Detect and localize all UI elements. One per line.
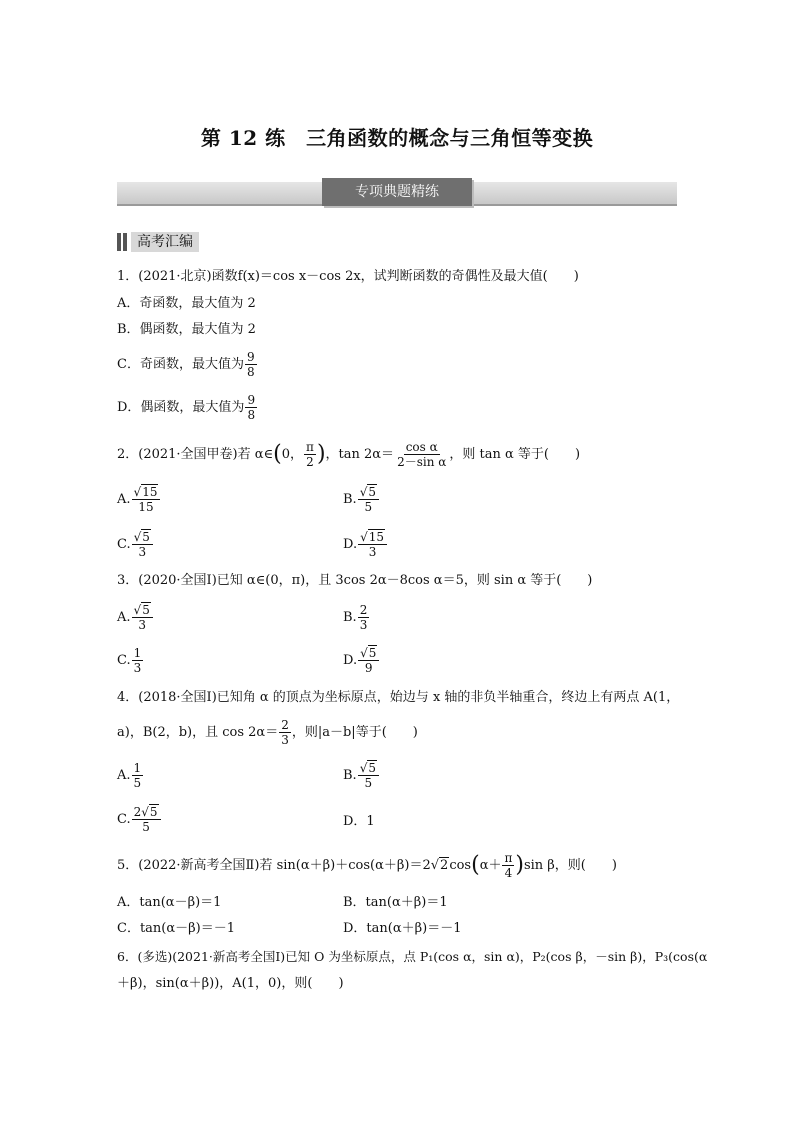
q6-stem-line1: 6．(多选)(2021·新高考全国Ⅰ)已知 O 为坐标原点，点 P₁(cos α，sin α)，P₂(cos β，－sin β)，P₃(cos(α — [117, 949, 708, 964]
q6-stem-line2: ＋β)，sin(α＋β))，A(1，0)，则( ) — [117, 976, 344, 991]
q5-option-a: A．tan(α－β)＝1 — [117, 895, 222, 910]
q5-option-c: C．tan(α－β)＝－1 — [117, 921, 236, 936]
q4-option-d: D．1 — [343, 814, 375, 829]
q5-option-d: D．tan(α＋β)＝－1 — [343, 921, 462, 936]
page-title: 第 12 练 三角函数的概念与三角恒等变换 — [200, 126, 594, 150]
q2-stem: 2．(2021·全国甲卷)若 α∈(0， $\frac{\pi}{2}$ )，tan 2α＝ $\frac{\text{cos α}}{\text{2－sin α}}$ ，则 tan α 等于( ) — [117, 440, 581, 469]
q1-stem: 1．(2021·北京)函数f(x)＝cos x－cos 2x，试判断函数的奇偶性及最大值( ) — [117, 269, 579, 284]
q4-stem-line1: 4．(2018·全国Ⅰ)已知角 α 的顶点为坐标原点，始边与 x 轴的非负半轴重合，终边上有两点 A(1， — [117, 690, 680, 705]
fraction: $\frac{\pi}{4}$ — [504, 851, 513, 880]
q3-option-b: B. $\frac{2}{3}$ — [343, 603, 368, 632]
fraction: $\frac{2}{3}$ — [359, 603, 368, 632]
fraction: $\frac{√15}{15}$ — [132, 485, 161, 514]
q1-option-c — [117, 350, 258, 379]
q1-option-d — [117, 393, 258, 422]
q4-option-c: C. $\frac{2√5}{5}$ — [117, 805, 162, 834]
q5-stem: 5．(2022·新高考全国Ⅱ)若 sin(α＋β)＋cos(α＋β)＝2√2cos(α＋ $\frac{\pi}{4}$ )sin β，则( ) — [117, 851, 617, 880]
q2-option-c: C. $\frac{√5}{3}$ — [117, 530, 154, 559]
fraction: $\frac{2√5}{5}$ — [132, 805, 161, 834]
q3-option-a: A. $\frac{√5}{3}$ — [117, 603, 154, 632]
section-heading — [117, 232, 199, 252]
q2-option-a: A. $\frac{√15}{15}$ — [117, 485, 161, 514]
fraction: $\frac{√5}{9}$ — [358, 646, 379, 675]
q5-option-b: B．tan(α＋β)＝1 — [343, 895, 448, 910]
q2-option-b: B. $\frac{√5}{5}$ — [343, 485, 380, 514]
section-label: 高考汇编 — [131, 232, 199, 252]
fraction: $\frac{9}{8}$ — [246, 350, 255, 379]
q1-option-c-text: C．奇函数，最大值为 — [117, 357, 244, 372]
q1-option-b: B．偶函数，最大值为 2 — [117, 322, 256, 337]
fraction: $\frac{\pi}{2}$ — [306, 440, 314, 469]
fraction: $\frac{√15}{3}$ — [358, 530, 387, 559]
q3-option-c: C. $\frac{1}{3}$ — [117, 646, 142, 675]
fraction: $\frac{\text{cos α}}{\text{2－sin α}}$ — [397, 440, 447, 469]
q1-option-a: A．奇函数，最大值为 2 — [117, 296, 256, 311]
fraction: $\frac{1}{3}$ — [133, 646, 142, 675]
fraction: $\frac{√5}{5}$ — [358, 761, 379, 790]
section-banner — [117, 178, 677, 212]
fraction: $\frac{2}{3}$ — [281, 718, 289, 747]
q3-option-d: D. $\frac{√5}{9}$ — [343, 646, 380, 675]
section-marker — [117, 233, 121, 251]
q1-option-d-text: D．偶函数，最大值为 — [117, 400, 245, 415]
q2-option-d: D. $\frac{√15}{3}$ — [343, 530, 388, 559]
fraction: $\frac{9}{8}$ — [247, 393, 256, 422]
fraction: $\frac{√5}{5}$ — [358, 485, 379, 514]
section-marker — [123, 233, 127, 251]
q4-option-a: A. $\frac{1}{5}$ — [117, 761, 142, 790]
fraction: $\frac{√5}{3}$ — [132, 603, 153, 632]
fraction: $\frac{√5}{3}$ — [132, 530, 153, 559]
q3-stem: 3．(2020·全国Ⅰ)已知 α∈(0，π)，且 3cos 2α－8cos α＝5，则 sin α 等于( ) — [117, 573, 593, 588]
q4-option-b: B. $\frac{√5}{5}$ — [343, 761, 380, 790]
banner-label: 专项典题精练 — [322, 178, 472, 206]
q4-stem-line2: a)，B(2，b)，且 cos 2α＝ $\frac{2}{3}$ ，则|a－b|等于( ) — [117, 718, 418, 747]
fraction: $\frac{1}{5}$ — [133, 761, 142, 790]
